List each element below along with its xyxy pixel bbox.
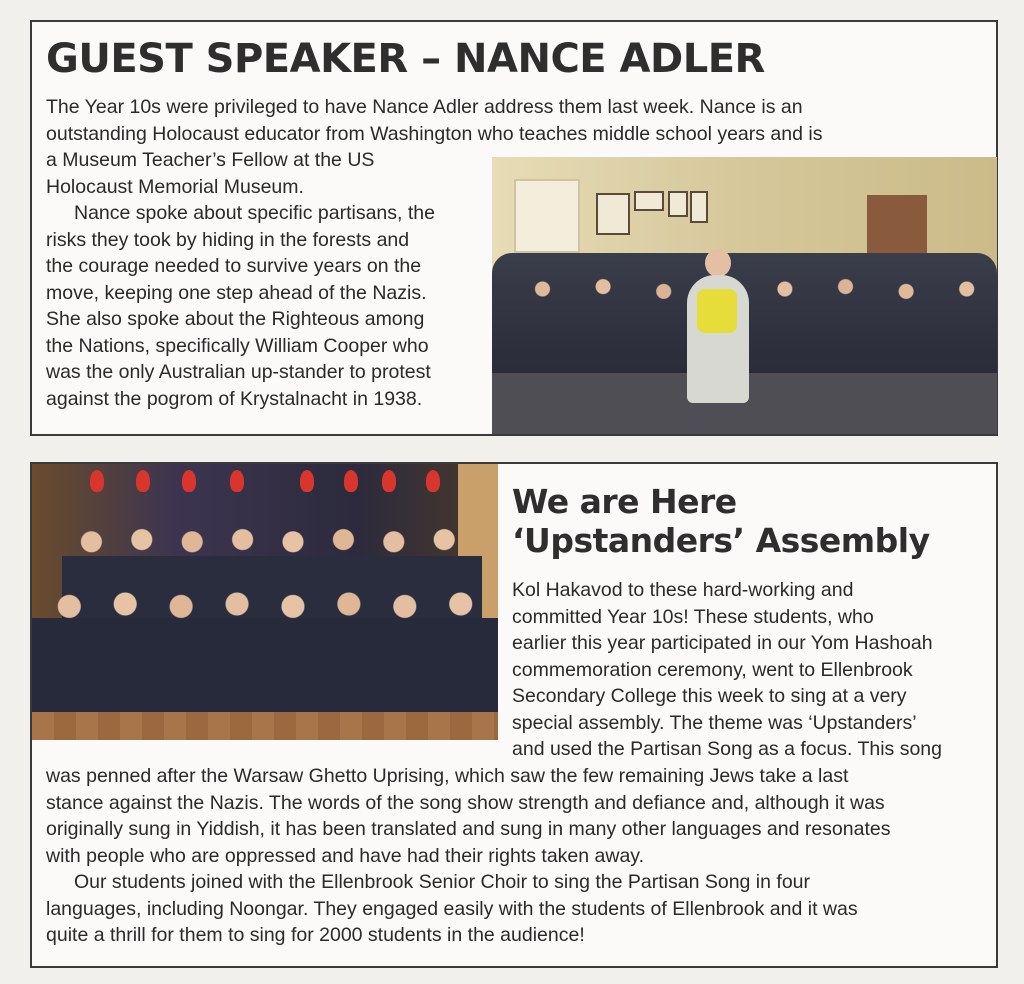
text-line: a Museum Teacher’s Fellow at the US [46, 149, 375, 171]
article-body-full [46, 763, 986, 949]
text-line: against the pogrom of Krystalnacht in 1938. [46, 387, 423, 410]
text-line: the Nations, specifically William Cooper who [46, 334, 429, 357]
group-photo-standing [32, 464, 498, 740]
text-line: risks they took by hiding in the forests and [46, 228, 410, 251]
photo-candle [382, 470, 396, 492]
photo-frame [596, 193, 630, 235]
photo-window [514, 179, 580, 253]
text-line: with people who are oppressed and have had their rights taken away. [46, 844, 645, 867]
text-line: outstanding Holocaust educator from Washington who teaches middle school years and is [46, 122, 823, 145]
photo-candle [344, 470, 358, 492]
text-line: earlier this year participated in our Yom Hashoah [512, 632, 933, 654]
text-line: committed Year 10s! These students, who [512, 605, 874, 628]
text-line: originally sung in Yiddish, it has been translated and sung in many other languages and resonates [46, 818, 891, 840]
text-line: Holocaust Memorial Museum. [46, 175, 304, 198]
article-guest-speaker [30, 20, 998, 436]
photo-door [867, 195, 927, 255]
photo-candle [90, 470, 104, 492]
title-line: ‘Upstanders’ Assembly [512, 521, 930, 560]
text-line: The Year 10s were privileged to have Nance Adler address them last week. Nance is an [46, 96, 803, 118]
text-line: Kol Hakavod to these hard-working and [512, 579, 854, 601]
photo-front-row [32, 592, 498, 712]
text-line: was the only Australian up-stander to protest [46, 361, 431, 383]
article-title [512, 482, 930, 560]
photo-candle [426, 470, 440, 492]
photo-candle [230, 470, 244, 492]
text-line: Nance spoke about specific partisans, the [74, 202, 435, 224]
photo-frame [634, 191, 664, 211]
text-line: Our students joined with the Ellenbrook Senior Choir to sing the Partisan Song in four [74, 871, 811, 893]
text-line: stance against the Nazis. The words of the song show strength and defiance and, although it was [46, 791, 885, 814]
text-line: languages, including Noongar. They engaged easily with the students of Ellenbrook and it was [46, 897, 858, 920]
photo-frame [668, 191, 688, 217]
article-upstanders-assembly [30, 462, 998, 968]
text-line: special assembly. The theme was ‘Upstanders’ [512, 711, 917, 734]
photo-scarf [697, 289, 737, 333]
photo-candle [182, 470, 196, 492]
text-line: quite a thrill for them to sing for 2000 students in the audience! [46, 924, 585, 946]
article-body-column [512, 577, 982, 763]
text-line: was penned after the Warsaw Ghetto Uprising, which saw the few remaining Jews take a last [46, 765, 849, 787]
photo-candle [300, 470, 314, 492]
text-line: move, keeping one step ahead of the Nazis. [46, 281, 427, 304]
text-line: She also spoke about the Righteous among [46, 308, 425, 330]
article-title: GUEST SPEAKER – NANCE ADLER [46, 36, 765, 82]
photo-candle [136, 470, 150, 492]
article-intro [46, 94, 986, 147]
title-line: We are Here [512, 482, 737, 521]
text-line: and used the Partisan Song as a focus. This song [512, 738, 942, 760]
text-line: the courage needed to survive years on the [46, 255, 422, 277]
photo-guest-head [705, 249, 731, 277]
article-body-column [46, 147, 486, 412]
group-photo-seated [492, 157, 997, 434]
text-line: commemoration ceremony, went to Ellenbrook [512, 658, 913, 681]
photo-frame [690, 191, 708, 223]
text-line: Secondary College this week to sing at a very [512, 685, 907, 707]
